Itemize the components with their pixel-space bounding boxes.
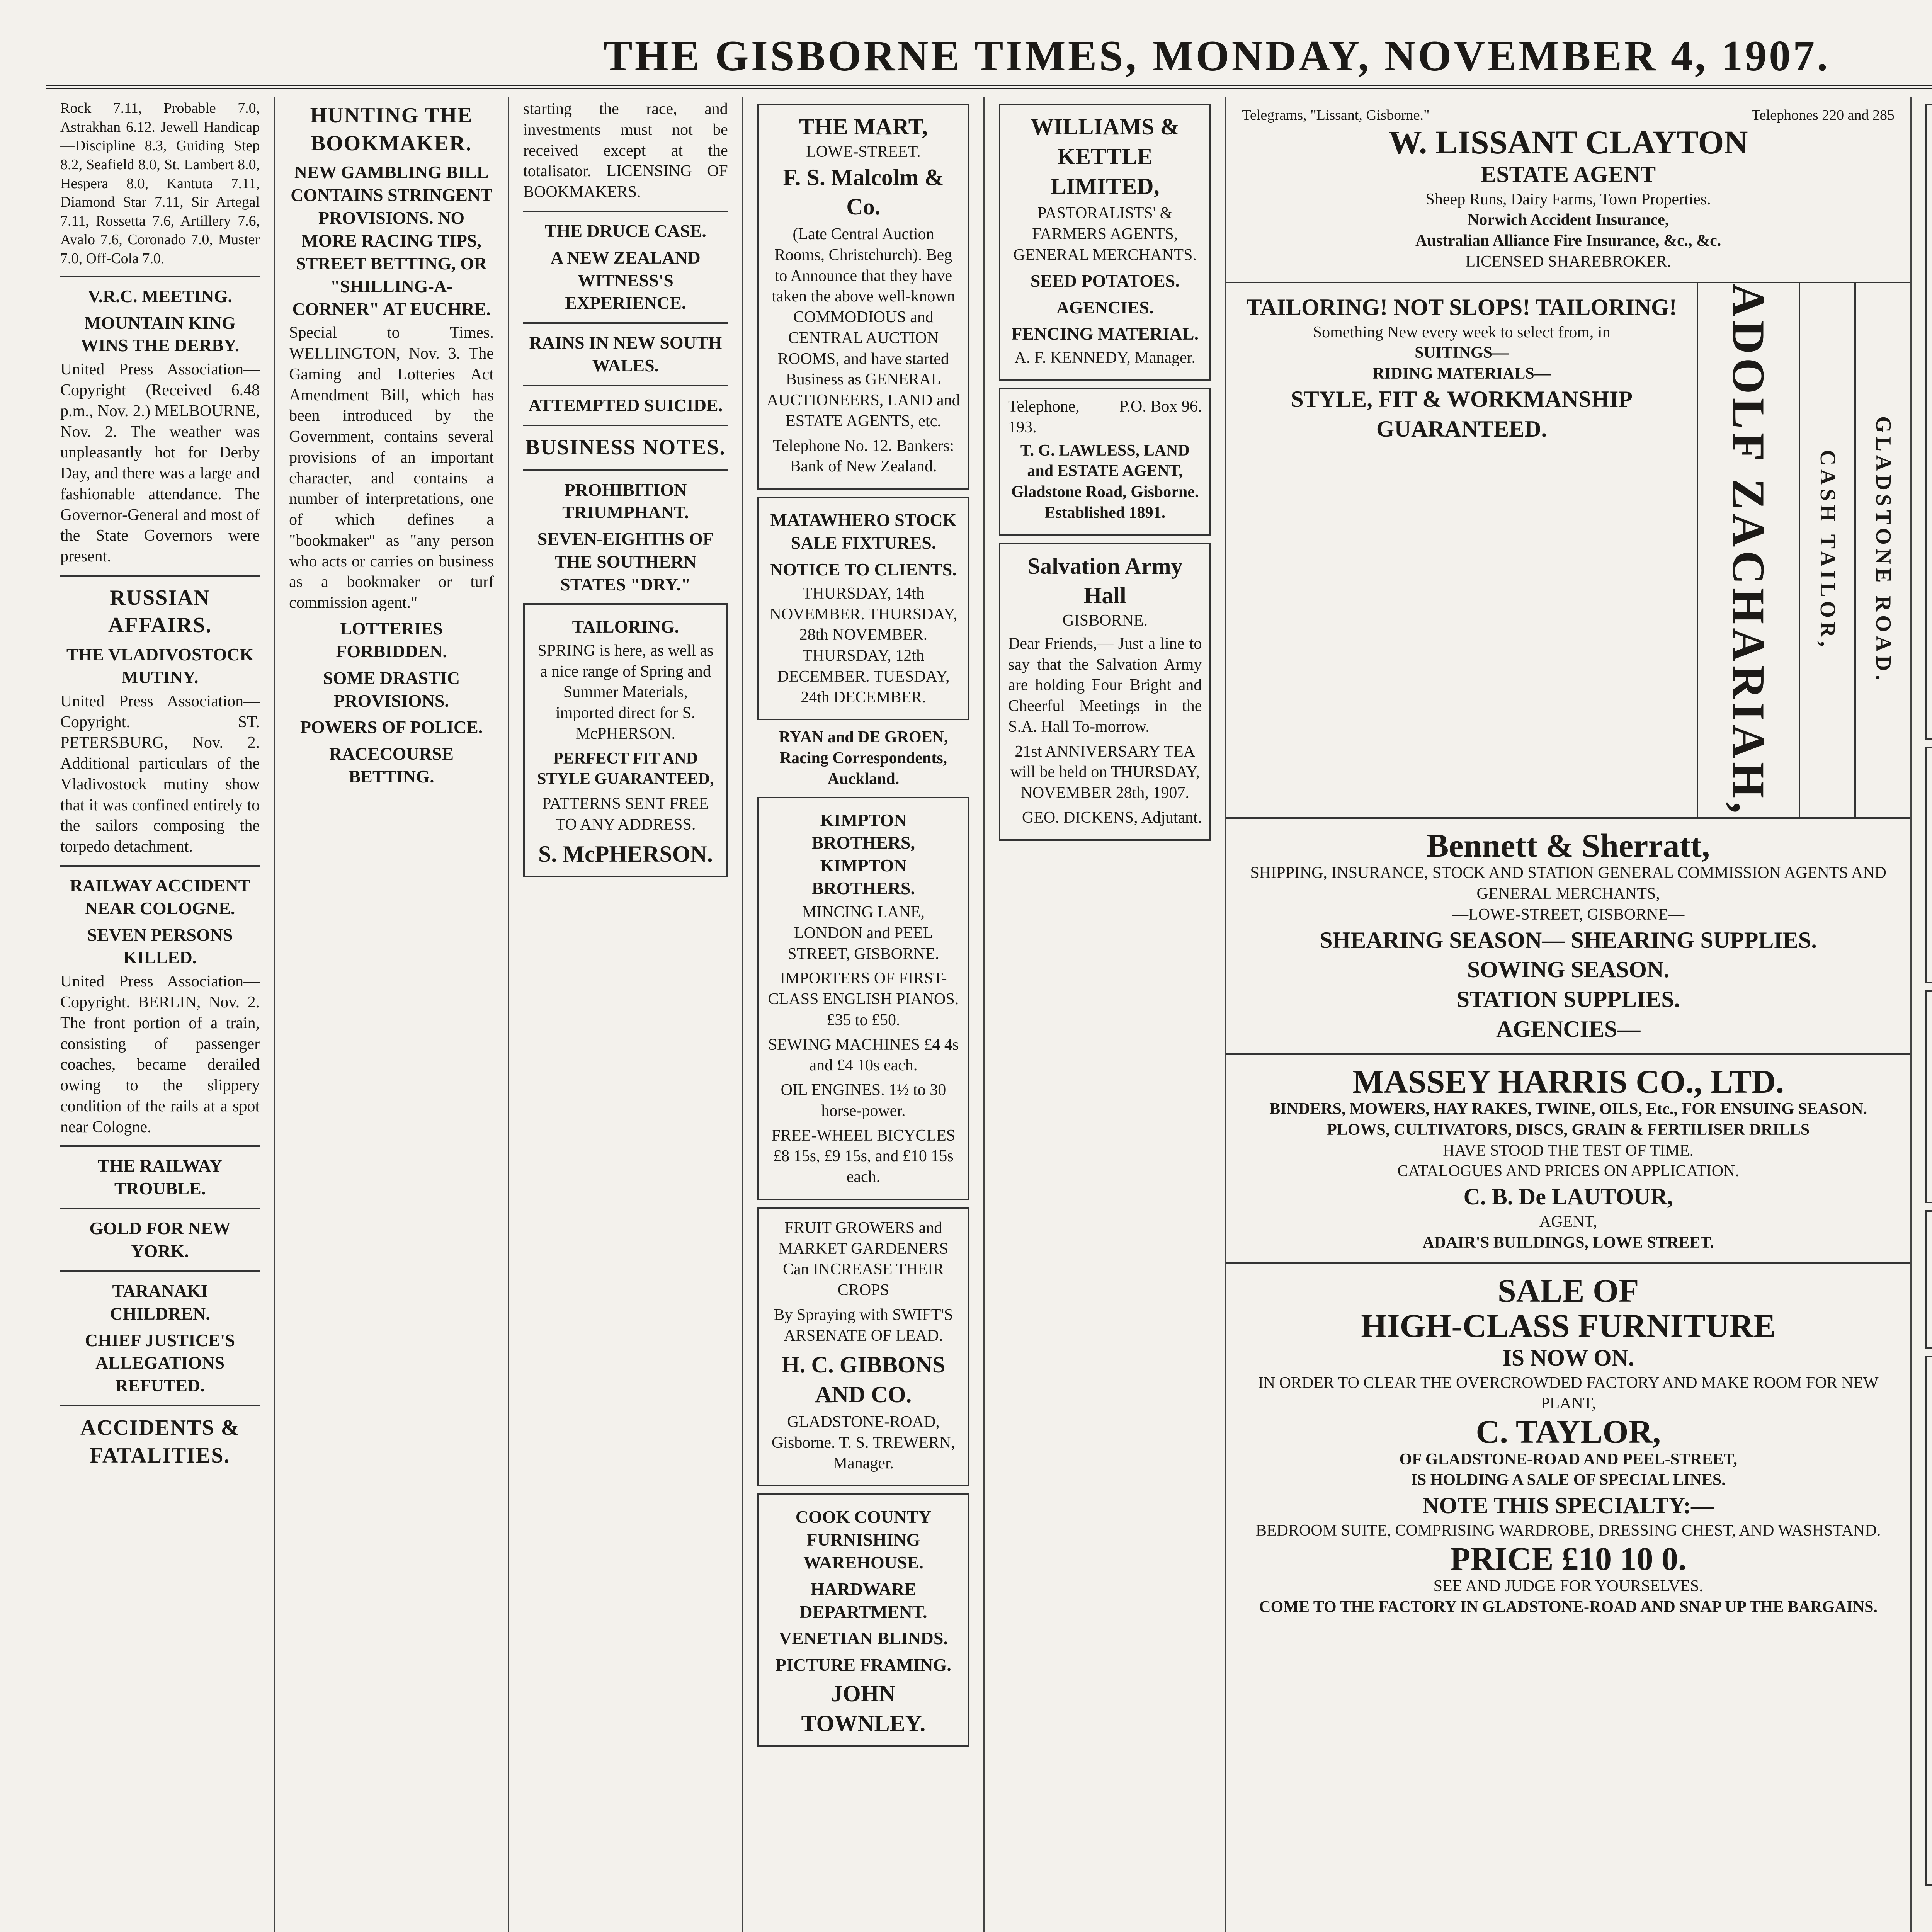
racing-acceptances: Rock 7.11, Probable 7.0, Astrakhan 6.12. Jewell Handicap—Discipline 8.3, Guiding Step 8.2, Seafield 8.0, St. Lambert 8.0, Hespera 8.0, Kantuta 7.11, Diamond Star 7.11, Sir Artegal 7.11, Rossetta 7.6, Artillery 7.6, Avalo 7.6, Coronado 7.0, Muster 7.0, Off-Cola 7.0. xyxy=(60,100,260,267)
divider xyxy=(523,211,728,212)
masthead-date: MONDAY, NOVEMBER 4, 1907. xyxy=(1152,32,1830,80)
lawless-contact xyxy=(1008,396,1202,438)
zachariah-vertical-name xyxy=(1697,283,1799,817)
zachariah-name: ADOLF ZACHARIAH, xyxy=(1723,283,1774,817)
malcolm-name: F. S. Malcolm & Co. xyxy=(783,164,944,220)
prohibition-heading: PROHIBITION TRIUMPHANT. xyxy=(562,480,689,522)
lawless-phone: Telephone, 193. xyxy=(1008,398,1080,436)
sharebroker: LICENSED SHAREBROKER. xyxy=(1465,252,1671,270)
railway-heading: RAILWAY ACCIDENT NEAR COLOGNE. xyxy=(70,875,250,918)
peckover-advert xyxy=(1925,1210,1932,1349)
vrc-article: United Press Association—Copyright (Received 6.48 p.m., Nov. 2.) MELBOURNE, Nov. 2. The weather was unpleasantly hot for Derby Day, and there was a large and fashionable attendance. The Governor-General and most of the State Governors were present. xyxy=(60,361,260,565)
matawhero-dates: THURSDAY, 14th NOVEMBER. THURSDAY, 28th NOVEMBER. THURSDAY, 12th DECEMBER. TUESDAY, 24th DECEMBER. xyxy=(769,584,957,706)
dickens-adjutant: GEO. DICKENS, Adjutant. xyxy=(1022,808,1202,827)
swift-arsenate: By Spraying with SWIFT'S ARSENATE OF LEAD. xyxy=(774,1306,953,1345)
agencies-heading: AGENCIES. xyxy=(1056,297,1154,317)
zachariah-suitings: SUITINGS— xyxy=(1415,344,1509,362)
taranaki-subheading: CHIEF JUSTICE'S ALLEGATIONS REFUTED. xyxy=(85,1330,235,1396)
bookmaker-heading: HUNTING THE BOOKMAKER. xyxy=(310,104,473,155)
lawless-advert xyxy=(999,388,1211,536)
lissant-telephones: Telephones 220 and 285 xyxy=(1752,107,1895,123)
lawless-name: T. G. LAWLESS, LAND and ESTATE AGENT, Gladstone Road, Gisborne. Established 1891. xyxy=(1011,441,1199,522)
salvation-place: GISBORNE. xyxy=(1062,612,1148,630)
high-class-furniture: HIGH-CLASS FURNITURE xyxy=(1361,1307,1776,1344)
lissant-estate-agent: ESTATE AGENT xyxy=(1481,161,1656,187)
salvation-tea: 21st ANNIVERSARY TEA will be held on THURSDAY, NOVEMBER 28th, 1907. xyxy=(1010,742,1200,802)
gold-heading: GOLD FOR NEW YORK. xyxy=(89,1218,231,1261)
zachariah-vertical-sub xyxy=(1799,283,1854,817)
lautour-name: C. B. De LAUTOUR, xyxy=(1463,1184,1673,1210)
masthead-title: THE GISBORNE TIMES, xyxy=(603,32,1139,80)
williams-sub: PASTORALISTS' & FARMERS AGENTS, GENERAL MERCHANTS. xyxy=(1013,204,1197,264)
bloore-advert xyxy=(1925,747,1932,983)
massey-test: HAVE STOOD THE TEST OF TIME. xyxy=(1443,1141,1694,1160)
lautour-address: ADAIR'S BUILDINGS, LOWE STREET. xyxy=(1422,1233,1714,1252)
zachariah-body xyxy=(1226,283,1697,817)
zachariah-road: GLADSTONE ROAD. xyxy=(1871,416,1895,684)
rains-heading: RAINS IN NEW SOUTH WALES. xyxy=(529,333,722,376)
massey-tools: PLOWS, CULTIVATORS, DISCS, GRAIN & FERTILISER DRILLS xyxy=(1327,1121,1810,1139)
sale-of: SALE OF xyxy=(1497,1272,1639,1310)
divider xyxy=(60,865,260,867)
tailoring-line-3: PATTERNS SENT FREE TO ANY ADDRESS. xyxy=(542,795,709,833)
kimpton-bicycles: FREE-WHEEL BICYCLES £8 15s, £9 15s, and £10 15s each. xyxy=(771,1126,956,1186)
clear-factory: IN ORDER TO CLEAR THE OVERCROWDED FACTORY AND MAKE ROOM FOR NEW PLANT, xyxy=(1258,1374,1879,1413)
divider xyxy=(523,425,728,426)
divider xyxy=(60,1145,260,1147)
kimpton-pianos: IMPORTERS OF FIRST-CLASS ENGLISH PIANOS. £35 to £50. xyxy=(768,969,959,1029)
gibbons-name: H. C. GIBBONS AND CO. xyxy=(781,1352,946,1408)
column-1 xyxy=(46,97,275,1932)
mcpherson-advert xyxy=(523,603,728,877)
tailoring-line-1: SPRING is here, as well as a nice range of Spring and Summer Materials, imported direct for S. McPHERSON. xyxy=(537,641,714,743)
bennett-sub: SHIPPING, INSURANCE, STOCK AND STATION GENERAL COMMISSION AGENTS AND GENERAL MERCHANTS, xyxy=(1250,864,1886,903)
zachariah-riding: RIDING MATERIALS— xyxy=(1372,365,1551,383)
divider xyxy=(523,385,728,386)
gibbons-address: GLADSTONE-ROAD, Gisborne. T. S. TREWERN, Manager. xyxy=(772,1413,955,1473)
bookmaker-article: Special to Times. WELLINGTON, Nov. 3. The Gaming and Lotteries Act Amendment Bill, which has been introduced by the Government, contains several provisions of an important character, and contains a number of interpretations, one of which defines a "bookmaker" as "any person who acts or carries on business as a bookmaker or turf commission agent." xyxy=(289,324,494,612)
vrc-heading: V.R.C. MEETING. xyxy=(88,286,232,306)
taylor-sale: IS HOLDING A SALE OF SPECIAL LINES. xyxy=(1411,1471,1726,1489)
kimpton-address: MINCING LANE, LONDON and PEEL STREET, GISBORNE. xyxy=(787,903,939,963)
matawhero-title: MATAWHERO STOCK SALE FIXTURES. xyxy=(770,510,957,553)
column-6 xyxy=(1226,97,1912,1932)
massey-body: BINDERS, MOWERS, HAY RAKES, TWINE, OILS, Etc., FOR ENSUING SEASON. xyxy=(1269,1100,1867,1118)
russian-article: United Press Association—Copyright. ST. PETERSBURG, Nov. 2. Additional particulars of the Vladivostock mutiny show that it was confined entirely to the sailors composing the torpedo detachment. xyxy=(60,692,260,856)
druce-heading: THE DRUCE CASE. xyxy=(544,221,706,241)
private-sale-advert xyxy=(1925,990,1932,1203)
tailoring-heading: TAILORING. xyxy=(572,616,679,636)
prohibition-subheading: SEVEN-EIGHTHS OF THE SOUTHERN STATES "DRY." xyxy=(537,529,714,595)
drastic-heading: SOME DRASTIC PROVISIONS. xyxy=(323,668,460,711)
kimpton-oil: OIL ENGINES. 1½ to 30 horse-power. xyxy=(781,1081,946,1120)
tailor-name: S. McPHERSON. xyxy=(538,841,713,867)
racecourse-heading: RACECOURSE BETTING. xyxy=(329,744,454,787)
column-4 xyxy=(743,97,985,1932)
townley-name: JOHN TOWNLEY. xyxy=(801,1681,926,1736)
see-and-judge: SEE AND JUDGE FOR YOURSELVES. xyxy=(1433,1577,1703,1595)
kennedy-manager: A. F. KENNEDY, Manager. xyxy=(1014,349,1196,367)
taranaki-heading: TARANAKI CHILDREN. xyxy=(110,1281,210,1323)
masthead xyxy=(46,27,1932,89)
mart-advert xyxy=(757,104,969,490)
divider xyxy=(523,469,728,471)
taylor-address: OF GLADSTONE-ROAD AND PEEL-STREET, xyxy=(1399,1450,1737,1468)
picture-heading: PICTURE FRAMING. xyxy=(775,1655,951,1675)
malcolm-phone: Telephone No. 12. Bankers: Bank of New Zealand. xyxy=(772,437,954,476)
salvation-advert xyxy=(999,543,1211,841)
salvation-title: Salvation Army Hall xyxy=(1027,553,1183,609)
dalgety-advert xyxy=(1925,104,1932,740)
matawhero-notice: NOTICE TO CLIENTS. xyxy=(770,559,957,579)
taylor-name: C. TAYLOR, xyxy=(1476,1413,1661,1451)
column-3 xyxy=(509,97,743,1932)
russian-subheading: THE VLADIVOSTOCK MUTINY. xyxy=(66,645,254,687)
mart-title: THE MART, xyxy=(799,114,928,139)
lissant-name: W. LISSANT CLAYTON xyxy=(1388,123,1748,161)
divider xyxy=(60,1270,260,1272)
lissant-telegrams: Telegrams, "Lissant, Gisborne." xyxy=(1242,107,1430,123)
zachariah-advert xyxy=(1226,283,1910,819)
lissant-advert xyxy=(1226,97,1910,283)
accidents-heading: ACCIDENTS & FATALITIES. xyxy=(80,1416,240,1468)
station-heading: STATION SUPPLIES. xyxy=(1456,986,1680,1012)
railway-subheading: SEVEN PERSONS KILLED. xyxy=(87,925,233,968)
williams-name: WILLIAMS & KETTLE LIMITED, xyxy=(1031,114,1180,199)
fencing-heading: FENCING MATERIAL. xyxy=(1011,324,1199,344)
lissant-runs: Sheep Runs, Dairy Farms, Town Properties. xyxy=(1425,190,1711,208)
lawless-box: P.O. Box 96. xyxy=(1119,398,1202,416)
taylor-advert xyxy=(1226,1264,1910,1627)
salvation-body: Dear Friends,— Just a line to say that the Salvation Army are holding Four Bright and Cheerful Meetings in the S.A. Hall To-morrow. xyxy=(1008,634,1202,736)
sowing-heading: SOWING SEASON. xyxy=(1467,957,1670,983)
norwich-insurance: Norwich Accident Insurance, xyxy=(1467,211,1669,229)
cook-county: COOK COUNTY FURNISHING WAREHOUSE. xyxy=(795,1507,932,1572)
venetian-heading: VENETIAN BLINDS. xyxy=(779,1628,948,1648)
massey-name: MASSEY HARRIS CO., LTD. xyxy=(1352,1063,1784,1100)
zachariah-guarantee: STYLE, FIT & WORKMANSHIP GUARANTEED. xyxy=(1291,386,1633,442)
kimpton-advert xyxy=(757,797,969,1200)
zachariah-tailoring: TAILORING! NOT SLOPS! TAILORING! xyxy=(1246,294,1677,320)
column-2 xyxy=(275,97,509,1932)
divider xyxy=(60,575,260,577)
lissant-contacts xyxy=(1242,106,1895,125)
russian-heading: RUSSIAN AFFAIRS. xyxy=(108,585,212,638)
massey-catalogues: CATALOGUES AND PRICES ON APPLICATION. xyxy=(1397,1162,1739,1180)
druce-subheading: A NEW ZEALAND WITNESS'S EXPERIENCE. xyxy=(551,247,701,313)
column-7 xyxy=(1912,97,1932,1932)
seed-heading: SEED POTATOES. xyxy=(1030,270,1180,291)
vrc-subheading: MOUNTAIN KING WINS THE DERBY. xyxy=(80,313,240,355)
malcolm-body: (Late Central Auction Rooms, Christchurch). Beg to Announce that they have taken the above well-known COMMODIOUS and CENTRAL AUCTION ROOMS, and have started Business as GENERAL AUCTIONEERS, LAND and ESTATE AGENTS, etc. xyxy=(767,225,960,430)
alliance-insurance: Australian Alliance Fire Insurance, &c., &c. xyxy=(1415,232,1721,250)
railway-article: United Press Association—Copyright. BERLIN, Nov. 2. The front portion of a train, consisting of passenger coaches, became derailed owing to the slippery condition of the rails at a spot near Cologne. xyxy=(60,973,260,1136)
zachariah-cash-tailor: CASH TAILOR, xyxy=(1815,450,1840,651)
bennett-address: —LOWE-STREET, GISBORNE— xyxy=(1452,905,1685,923)
column-5 xyxy=(985,97,1226,1932)
bennett-agencies-heading: AGENCIES— xyxy=(1496,1016,1641,1042)
columns xyxy=(46,97,1932,1932)
suite-price: PRICE £10 10 0. xyxy=(1450,1540,1687,1577)
ryan-advert: RYAN and DE GROEN, Racing Correspondents, Auckland. xyxy=(779,728,948,788)
business-heading: BUSINESS NOTES. xyxy=(525,435,726,459)
williams-advert xyxy=(999,104,1211,381)
licensing-article: starting the race, and investments must not be received except at the totalisator. LICENSING OF BOOKMAKERS. xyxy=(523,100,728,201)
now-on: IS NOW ON. xyxy=(1502,1345,1634,1371)
kimpton-sewing: SEWING MACHINES £4 4s and £4 10s each. xyxy=(768,1036,959,1075)
specialty-heading: NOTE THIS SPECIALTY:— xyxy=(1422,1493,1714,1518)
common-shelton-advert xyxy=(1925,1356,1932,1886)
police-heading: POWERS OF POLICE. xyxy=(300,717,483,737)
zachariah-vertical-road xyxy=(1854,283,1910,817)
tailoring-line-2: PERFECT FIT AND STYLE GUARANTEED, xyxy=(537,749,714,788)
bennett-advert xyxy=(1226,819,1910,1055)
divider xyxy=(60,1208,260,1209)
lautour-agent: AGENT, xyxy=(1539,1213,1597,1231)
bookmaker-subheading: NEW GAMBLING BILL CONTAINS STRINGENT PROVISIONS. NO MORE RACING TIPS, STREET BETTING, OR "SHILLING-A-CORNER" AT EUCHRE. xyxy=(291,162,493,319)
townley-advert xyxy=(757,1493,969,1747)
mart-street: LOWE-STREET. xyxy=(806,143,921,161)
divider xyxy=(60,276,260,277)
divider xyxy=(523,322,728,324)
bedroom-suite: BEDROOM SUITE, COMPRISING WARDROBE, DRESSING CHEST, AND WASHSTAND. xyxy=(1256,1521,1881,1539)
come-to-factory: COME TO THE FACTORY IN GLADSTONE-ROAD AND SNAP UP THE BARGAINS. xyxy=(1259,1598,1878,1616)
fruit-growers: FRUIT GROWERS and MARKET GARDENERS Can INCREASE THEIR CROPS xyxy=(778,1219,948,1299)
gibbons-advert xyxy=(757,1207,969,1486)
divider xyxy=(60,1405,260,1406)
suicide-heading: ATTEMPTED SUICIDE. xyxy=(528,395,723,415)
matawhero-advert xyxy=(757,497,969,720)
bennett-name: Bennett & Sherratt, xyxy=(1427,827,1710,864)
massey-advert xyxy=(1226,1055,1910,1264)
lotteries-heading: LOTTERIES FORBIDDEN. xyxy=(336,618,447,661)
hardware-heading: HARDWARE DEPARTMENT. xyxy=(799,1579,927,1622)
shearing-heading: SHEARING SEASON— SHEARING SUPPLIES. xyxy=(1320,927,1817,953)
zachariah-sub: Something New every week to select from, in xyxy=(1313,323,1611,341)
trouble-heading: THE RAILWAY TROUBLE. xyxy=(97,1156,223,1199)
kimpton-name: KIMPTON BROTHERS, KIMPTON BROTHERS. xyxy=(811,810,915,898)
